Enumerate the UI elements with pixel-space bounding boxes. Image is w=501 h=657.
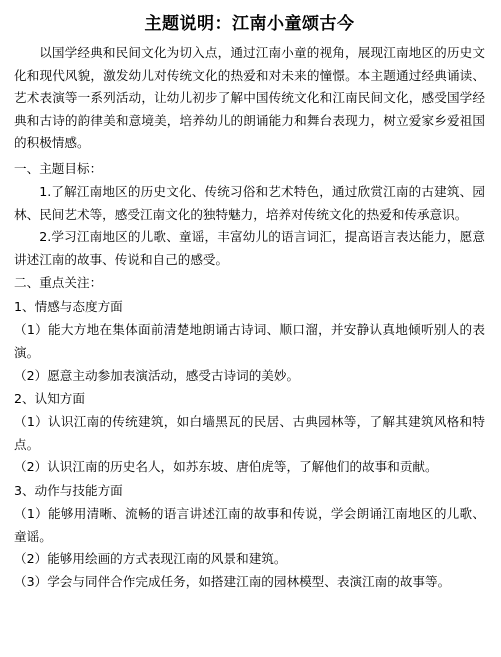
subheading-skills: 3、动作与技能方面 <box>14 482 123 498</box>
list-item: （2）愿意主动参加表演活动，感受古诗词的美妙。 <box>14 367 300 383</box>
page-title: 主题说明：江南小童颂古今 <box>144 14 355 34</box>
list-item: （2）认识江南的历史名人，如苏东坡、唐伯虎等，了解他们的故事和贡献。 <box>14 459 438 475</box>
list-item: （1）能够用清晰、流畅的语言讲述江南的故事和传说，学会朗诵江南地区的儿歌、童谣。 <box>14 505 485 544</box>
intro-paragraph: 以国学经典和民间文化为切入点，通过江南小童的视角，展现江南地区的历史文化和现代风貌，激发幼儿对传统文化的热爱和对未来的憧憬。本主题通过经典诵读、艺术表演等一系列活动，让幼儿初步了解中国传统文化和江南民间文化，感受国学经典和古诗的韵律美和意境美，培养幼儿的朗诵能力和舞台表现力，树立爱家乡爱祖国的积极情感。 <box>14 45 485 151</box>
section-heading-focus: 二、重点关注： <box>14 275 103 291</box>
subheading-cognition: 2、认知方面 <box>14 391 85 407</box>
subheading-emotion: 1、情感与态度方面 <box>14 299 123 315</box>
goal-paragraph-2: 2.学习江南地区的儿歌、童谣，丰富幼儿的语言词汇，提高语言表达能力，愿意讲述江南的故事、传说和自己的感受。 <box>14 229 485 267</box>
section-heading-goals: 一、主题目标： <box>14 160 103 176</box>
list-item: （3）学会与同伴合作完成任务，如搭建江南的园林模型、表演江南的故事等。 <box>14 573 451 589</box>
goal-paragraph-1: 1.了解江南地区的历史文化、传统习俗和艺术特色，通过欣赏江南的古建筑、园林、民间艺术等，感受江南文化的独特魅力，培养对传统文化的热爱和传承意识。 <box>14 183 485 222</box>
list-item: （2）能够用绘画的方式表现江南的风景和建筑。 <box>14 551 287 567</box>
list-item: （1）能大方地在集体面前清楚地朗诵古诗词、顺口溜，并安静认真地倾听别人的表演。 <box>14 322 485 360</box>
list-item: （1）认识江南的传统建筑，如白墙黑瓦的民居、古典园林等，了解其建筑风格和特点。 <box>14 414 485 452</box>
